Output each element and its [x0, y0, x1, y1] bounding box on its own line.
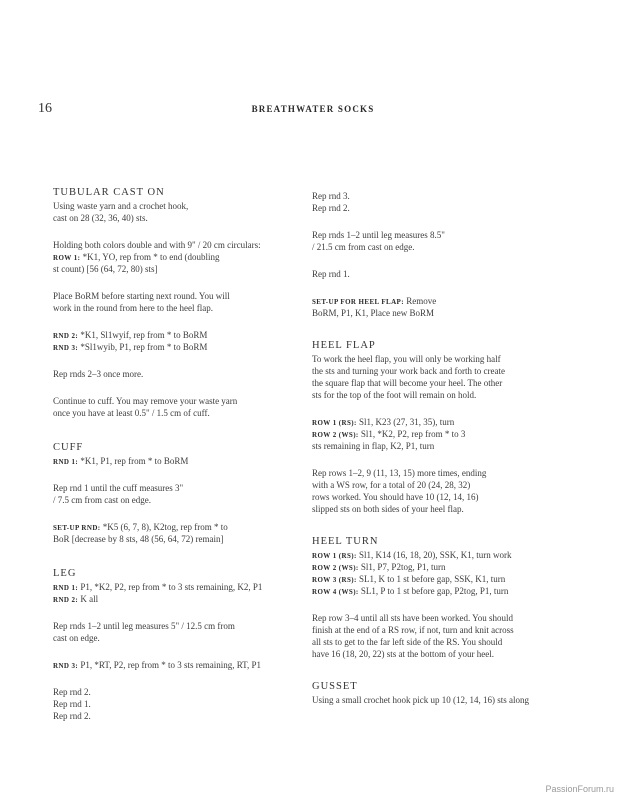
section-cuff [53, 441, 298, 545]
watermark-text: PassionForum.ru [545, 784, 614, 794]
instruction-row [312, 416, 572, 428]
section-tubular-cast-on [53, 186, 298, 419]
row-label: ROW 1 (RS): [312, 419, 357, 427]
section-heel-flap [312, 339, 572, 515]
text-line: rows worked. You should have 10 (12, 14, 16) [312, 492, 479, 502]
row-label: SET-UP RND: [53, 524, 101, 532]
row-label: RND 3: [53, 662, 79, 670]
section-gusset [312, 680, 572, 706]
text-line: the square flap that will become your heel. The other [312, 378, 503, 388]
text-line: Rep rnd 1 until the cuff measures 3" [53, 483, 184, 493]
instruction-row [53, 455, 298, 467]
row-text: *K1, Sl1wyif, rep from * to BoRM [78, 330, 208, 340]
row-text: *Sl1wyib, P1, rep from * to BoRM [78, 342, 208, 352]
text-line: Rep rnd 2. [53, 687, 91, 697]
text-line: Rep rnd 1. [53, 699, 91, 709]
row-label: ROW 3 (RS): [312, 576, 357, 584]
running-head-title: BREATHWATER SOCKS [251, 104, 375, 114]
text-line: the sts and turning your work back and forth to create [312, 366, 505, 376]
row-label: ROW 2 (WS): [312, 431, 359, 439]
section-heading: TUBULAR CAST ON [53, 187, 165, 198]
instruction-row [53, 341, 298, 353]
row-text: SL1, K to 1 st before gap, SSK, K1, turn [356, 574, 506, 584]
row-text: *K5 (6, 7, 8), K2tog, rep from * to [100, 522, 228, 532]
text-line: cast on 28 (32, 36, 40) sts. [53, 213, 148, 223]
text-line: cast on edge. [53, 633, 100, 643]
text-line: Using waste yarn and a crochet hook, [53, 201, 189, 211]
text-line: sts for the top of the foot will remain on hold. [312, 390, 477, 400]
instruction-row [53, 659, 298, 671]
instruction-row [312, 428, 572, 440]
instruction-row [312, 561, 572, 573]
text-line: To work the heel flap, you will only be working half [312, 354, 501, 364]
row-label: ROW 1 (RS): [312, 552, 357, 560]
page-number: 16 [38, 101, 52, 116]
instruction-row [53, 581, 298, 593]
instruction-row [312, 295, 572, 307]
row-label: RND 1: [53, 584, 79, 592]
instruction-row [312, 573, 572, 585]
section-heading: GUSSET [312, 681, 358, 692]
text-line: st count) [56 (64, 72, 80) sts] [53, 264, 158, 274]
row-text: *K1, P1, rep from * to BoRM [78, 456, 189, 466]
row-text: Sl1, P7, P2tog, P1, turn [358, 562, 446, 572]
text-line: Holding both colors double and with 9" / 20 cm circulars: [53, 240, 261, 250]
instruction-row [53, 521, 298, 533]
instruction-row [312, 585, 572, 597]
section-heel-turn [312, 535, 572, 660]
section-heading: HEEL FLAP [312, 340, 376, 351]
row-text: K all [78, 594, 99, 604]
row-label: ROW 4 (WS): [312, 588, 359, 596]
text-line: all sts to get to the far left side of the RS. You should [312, 637, 503, 647]
text-line: Rep rows 1–2, 9 (11, 13, 15) more times, ending [312, 468, 487, 478]
text-line: sts remaining in flap, K2, P1, turn [312, 441, 435, 451]
row-label: ROW 2 (WS): [312, 564, 359, 572]
text-line: have 16 (18, 20, 22) sts at the bottom of your heel. [312, 649, 494, 659]
text-line: BoRM, P1, K1, Place new BoRM [312, 308, 435, 318]
text-line: Continue to cuff. You may remove your waste yarn [53, 396, 238, 406]
row-label: ROW 1: [53, 254, 81, 262]
instruction-row [53, 329, 298, 341]
text-line: once you have at least 0.5" / 1.5 cm of cuff. [53, 408, 210, 418]
row-label: RND 2: [53, 596, 79, 604]
text-line: work in the round from here to the heel flap. [53, 303, 213, 313]
text-line: Rep rnds 1–2 until leg measures 8.5" [312, 230, 445, 240]
instruction-row [53, 251, 298, 263]
text-line: / 21.5 cm from cast on edge. [312, 242, 415, 252]
row-text: P1, *K2, P2, rep from * to 3 sts remaining, K2, P1 [78, 582, 263, 592]
row-text: Remove [403, 296, 437, 306]
section-heading: HEEL TURN [312, 536, 379, 547]
right-column [312, 190, 572, 706]
row-text: Sl1, *K2, P2, rep from * to 3 [358, 429, 466, 439]
text-line: Rep rnds 1–2 until leg measures 5" / 12.5 cm from [53, 621, 235, 631]
text-line: finish at the end of a RS row, if not, turn and knit across [312, 625, 514, 635]
text-line: Rep rnd 3. [312, 191, 350, 201]
row-text: Sl1, K14 (16, 18, 20), SSK, K1, turn work [356, 550, 512, 560]
text-line: Using a small crochet hook pick up 10 (12, 14, 16) sts along [312, 695, 529, 705]
text-line: Rep rnds 2–3 once more. [53, 369, 144, 379]
row-text: SL1, P to 1 st before gap, P2tog, P1, turn [358, 586, 509, 596]
left-column [53, 186, 298, 722]
text-line: Rep rnd 2. [312, 203, 350, 213]
section-leg-continued [312, 190, 572, 319]
row-text: P1, *RT, P2, rep from * to 3 sts remaining, RT, P1 [78, 660, 261, 670]
row-label: SET-UP FOR HEEL FLAP: [312, 298, 404, 306]
row-label: RND 1: [53, 458, 79, 466]
text-line: BoR [decrease by 8 sts, 48 (56, 64, 72) remain] [53, 534, 224, 544]
section-heading: LEG [53, 568, 77, 579]
section-leg [53, 567, 298, 722]
text-line: Rep row 3–4 until all sts have been worked. You should [312, 613, 513, 623]
text-line: Rep rnd 2. [53, 711, 91, 721]
row-label: RND 3: [53, 344, 79, 352]
row-text: Sl1, K23 (27, 31, 35), turn [356, 417, 455, 427]
instruction-row [53, 593, 298, 605]
row-label: RND 2: [53, 332, 79, 340]
section-heading: CUFF [53, 442, 84, 453]
text-line: Place BoRM before starting next round. You will [53, 291, 230, 301]
text-line: slipped sts on both sides of your heel flap. [312, 504, 464, 514]
text-line: / 7.5 cm from cast on edge. [53, 495, 151, 505]
row-text: *K1, YO, rep from * to end (doubling [80, 252, 220, 262]
text-line: with a WS row, for a total of 20 (24, 28, 32) [312, 480, 471, 490]
text-line: Rep rnd 1. [312, 269, 350, 279]
instruction-row [312, 549, 572, 561]
